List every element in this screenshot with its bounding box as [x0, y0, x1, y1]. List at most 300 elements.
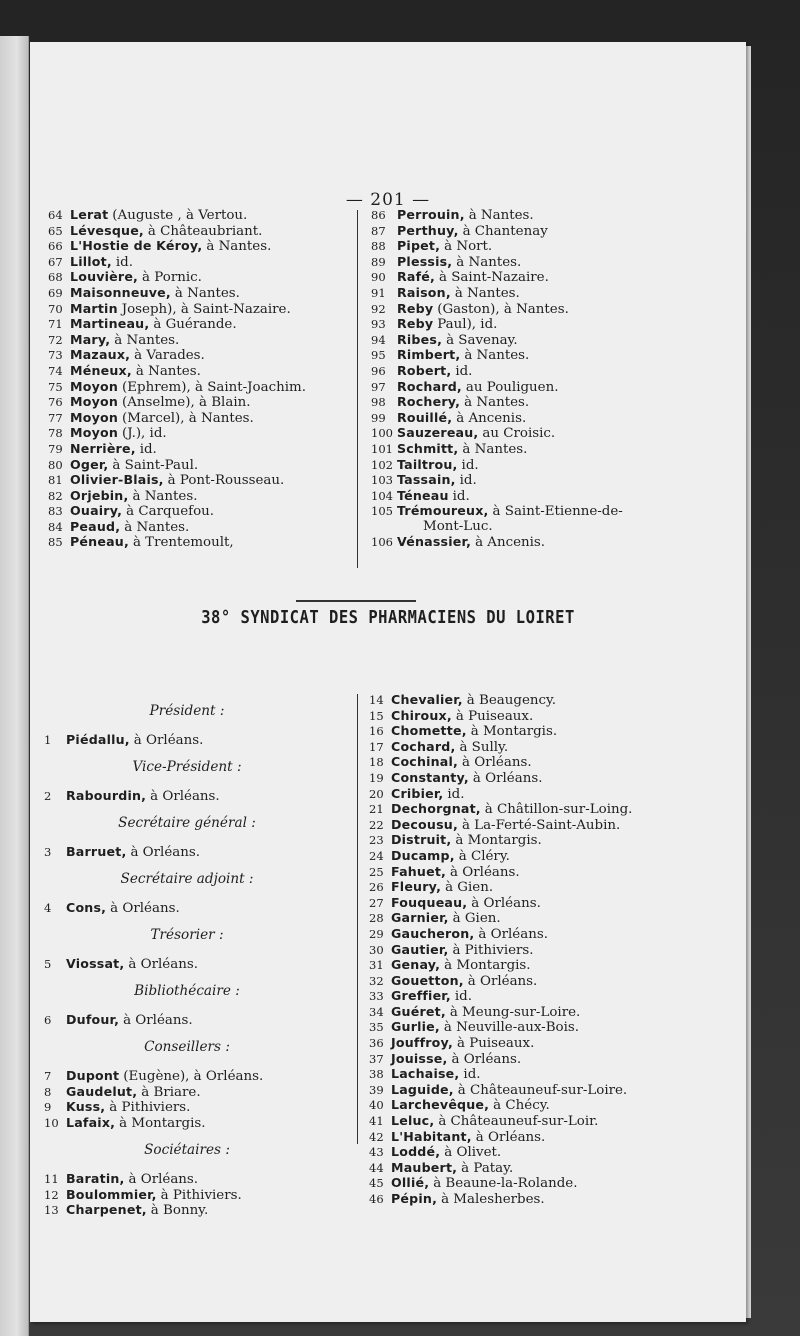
upper-right-list	[371, 207, 743, 550]
entry-number: 100	[371, 426, 393, 441]
member-entry	[371, 332, 743, 348]
member-entry	[48, 254, 368, 270]
entry-name: Cons,	[66, 900, 107, 916]
entry-location: à Gien.	[452, 911, 501, 927]
entry-name: Tassain,	[397, 472, 456, 488]
entry-location: (J.), id.	[122, 426, 167, 442]
entry-number: 8	[44, 1084, 52, 1099]
entry-location: à Savenay.	[446, 332, 518, 348]
entry-location: id.	[139, 441, 157, 457]
entry-location: id.	[115, 254, 133, 270]
entry-number: 85	[48, 535, 63, 550]
entry-name: Gouetton,	[391, 972, 464, 988]
entry-name: Orjebin,	[70, 487, 129, 503]
entry-name: Tailtrou,	[397, 456, 458, 472]
member-entry	[369, 723, 741, 739]
member-entry	[48, 363, 368, 379]
entry-name: Constanty,	[391, 769, 469, 785]
member-entry	[371, 457, 743, 473]
member-entry	[369, 770, 741, 786]
entry-name: Trémoureux,	[397, 503, 489, 519]
entry-location: à Beaune-la-Rolande.	[433, 1176, 578, 1192]
member-entry	[371, 254, 743, 270]
book-page	[30, 42, 746, 1322]
member-entry	[48, 488, 368, 504]
member-entry	[369, 1019, 741, 1035]
member-entry	[371, 316, 743, 332]
member-entry	[369, 1160, 741, 1176]
entry-number: 18	[369, 755, 384, 770]
entry-location: à Orléans.	[475, 1129, 546, 1145]
entry-location: à Nantes.	[468, 208, 534, 223]
entry-location: (Gaston), à Nantes.	[437, 301, 569, 317]
entry-number: 27	[369, 895, 384, 910]
entry-name: Pépin,	[391, 1191, 438, 1206]
entry-number: 92	[371, 301, 386, 316]
entry-number: 72	[48, 332, 63, 347]
entry-location: à Ancenis.	[475, 535, 546, 551]
lower-right-list	[369, 692, 741, 1207]
entry-number: 86	[371, 208, 386, 222]
office-label: Secrétaire adjoint :	[120, 871, 254, 888]
entry-location: id.	[454, 989, 472, 1005]
entry-location: au Pouliguen.	[465, 379, 559, 395]
member-entry	[369, 1175, 741, 1191]
member-entry	[44, 1187, 344, 1203]
member-entry	[371, 223, 743, 239]
entry-location: à Orléans.	[451, 1051, 522, 1067]
entry-number: 106	[371, 535, 393, 550]
entry-name: Jouisse,	[391, 1050, 448, 1066]
member-entry	[371, 238, 743, 254]
entry-name: L'Hostie de Kéroy,	[70, 238, 203, 254]
entry-number: 22	[369, 817, 384, 832]
entry-name: Moyon	[70, 425, 119, 441]
entry-location: (Anselme), à Blain.	[122, 395, 251, 411]
entry-location: Mont-Luc.	[423, 518, 493, 534]
entry-number: 37	[369, 1051, 384, 1066]
entry-location: à Trentemoult,	[132, 535, 234, 551]
entry-number: 89	[371, 254, 386, 269]
entry-location: à Nantes.	[464, 348, 530, 364]
entry-location: à Nantes.	[456, 254, 522, 270]
entry-location: à Nantes.	[462, 441, 528, 457]
member-entry	[48, 410, 368, 426]
entry-location: à Nort.	[444, 239, 493, 255]
member-entry	[48, 316, 368, 332]
member-entry	[369, 692, 741, 708]
entry-number: 101	[371, 441, 393, 456]
entry-number: 64	[48, 208, 63, 222]
entry-location: à Meung-sur-Loire.	[449, 1004, 581, 1020]
member-entry	[369, 708, 741, 724]
entry-name: Moyon	[70, 378, 119, 394]
upper-left-list	[48, 207, 368, 550]
entry-location: à Montargis.	[119, 1115, 206, 1131]
entry-name: Ducamp,	[391, 847, 455, 863]
member-entry	[44, 732, 344, 748]
entry-number: 15	[369, 708, 384, 723]
entry-name: Laguide,	[391, 1081, 454, 1097]
entry-location: Joseph), à Saint-Nazaire.	[121, 301, 291, 317]
entry-name: Olivier-Blais,	[70, 472, 164, 488]
office-label: Conseillers :	[144, 1039, 230, 1056]
member-entry	[44, 1012, 344, 1028]
member-entry	[371, 472, 743, 488]
entry-number: 68	[48, 270, 63, 285]
entry-number: 77	[48, 410, 63, 425]
entry-name: Gurlie,	[391, 1019, 440, 1035]
entry-number: 16	[369, 724, 384, 739]
office-label: Vice-Président :	[132, 759, 242, 776]
entry-name: Reby	[397, 316, 434, 332]
entry-name: Dufour,	[66, 1012, 120, 1028]
entry-name: Péneau,	[70, 534, 129, 550]
entry-number: 31	[369, 958, 384, 973]
entry-location: à Orléans.	[472, 770, 543, 786]
member-entry	[48, 347, 368, 363]
member-entry	[48, 301, 368, 317]
member-entry	[369, 801, 741, 817]
entry-name: Loddé,	[391, 1144, 441, 1160]
entry-name: Martin	[70, 300, 118, 316]
entry-number: 20	[369, 786, 384, 801]
entry-number: 70	[48, 301, 63, 316]
entry-location: à Orléans.	[128, 957, 198, 973]
office-label: Secrétaire général :	[118, 815, 256, 832]
member-entry	[48, 379, 368, 395]
entry-number: 10	[44, 1115, 59, 1130]
entry-location: à Orléans.	[467, 973, 538, 989]
entry-location: à Patay.	[461, 1160, 514, 1176]
member-entry	[369, 879, 741, 895]
entry-location: à Olivet.	[444, 1145, 502, 1161]
entry-number: 105	[371, 504, 393, 519]
member-entry	[44, 956, 344, 972]
entry-name: Schmitt,	[397, 440, 459, 456]
entry-location: à Neuville-aux-Bois.	[443, 1020, 580, 1036]
entry-location: à Guérande.	[153, 317, 237, 333]
entry-location: à Ancenis.	[456, 410, 527, 426]
member-entry	[48, 503, 368, 519]
member-entry	[371, 285, 743, 301]
member-entry	[44, 1099, 344, 1115]
member-entry	[371, 441, 743, 457]
entry-number: 39	[369, 1082, 384, 1097]
entry-number: 96	[371, 363, 386, 378]
entry-name: Dupont	[66, 1068, 120, 1084]
member-entry	[44, 1115, 344, 1131]
member-entry	[48, 269, 368, 285]
entry-number: 69	[48, 285, 63, 300]
entry-name: L'Habitant,	[391, 1128, 472, 1144]
entry-location: à Sully.	[459, 739, 509, 755]
entry-number: 6	[44, 1013, 52, 1028]
entry-location: à Cléry.	[458, 848, 510, 864]
member-entry	[369, 1191, 741, 1207]
member-entry	[44, 1084, 344, 1100]
entry-name: Maubert,	[391, 1159, 458, 1175]
entry-number: 104	[371, 488, 393, 503]
entry-location: (Eugène), à Orléans.	[123, 1069, 264, 1085]
entry-name: Boulommier,	[66, 1186, 157, 1202]
entry-name: Gaudelut,	[66, 1083, 138, 1099]
entry-location: (Auguste , à Vertou.	[112, 208, 248, 223]
entry-name: Rochard,	[397, 378, 462, 394]
entry-location: Paul), id.	[437, 317, 498, 333]
member-entry	[369, 942, 741, 958]
entry-name: Lafaix,	[66, 1114, 116, 1130]
entry-number: 45	[369, 1176, 384, 1191]
member-entry	[369, 739, 741, 755]
entry-name: Distruit,	[391, 832, 452, 848]
member-entry	[369, 910, 741, 926]
entry-number: 33	[369, 989, 384, 1004]
entry-location: id.	[455, 363, 473, 379]
entry-name: Rochery,	[397, 394, 461, 410]
entry-name: Chomette,	[391, 723, 467, 739]
entry-name: Guéret,	[391, 1003, 446, 1019]
entry-number: 1	[44, 733, 52, 748]
spacer	[44, 1000, 344, 1012]
entry-number: 73	[48, 348, 63, 363]
entry-number: 4	[44, 901, 52, 916]
entry-name: Lerat	[70, 207, 109, 222]
entry-location: à Chécy.	[493, 1098, 550, 1114]
column-divider-upper	[357, 210, 358, 568]
member-entry	[371, 379, 743, 395]
entry-location: à Orléans.	[110, 901, 180, 917]
member-entry	[48, 285, 368, 301]
entry-location: à Beaugency.	[466, 693, 557, 708]
spacer	[44, 720, 344, 732]
office-label: Bibliothécaire :	[134, 983, 240, 1000]
entry-location: à Chantenay	[462, 223, 548, 239]
entry-name: Cribier,	[391, 785, 444, 801]
office-label: Président :	[149, 703, 225, 720]
entry-number: 43	[369, 1145, 384, 1160]
member-entry	[369, 1144, 741, 1160]
entry-location: à Carquefou.	[126, 504, 215, 520]
office-label: Sociétaires :	[144, 1141, 230, 1158]
member-entry	[48, 238, 368, 254]
entry-number: 17	[369, 739, 384, 754]
entry-name: Cochinal,	[391, 754, 459, 770]
entry-number: 11	[44, 1171, 59, 1186]
entry-name: Fleury,	[391, 879, 442, 895]
member-entry	[369, 864, 741, 880]
spacer	[44, 776, 344, 788]
entry-location: à Orléans.	[478, 926, 548, 942]
spacer	[44, 832, 344, 844]
entry-name: Baratin,	[66, 1170, 125, 1186]
entry-name: Chevalier,	[391, 692, 463, 707]
member-entry	[44, 1202, 344, 1218]
entry-location: à Nantes.	[132, 488, 198, 504]
entry-name: Mary,	[70, 331, 111, 347]
entry-number: 82	[48, 488, 63, 503]
entry-location: id.	[452, 488, 470, 504]
office-label: Trésorier :	[150, 927, 224, 944]
entry-location: à Montargis.	[470, 724, 558, 740]
member-entry	[371, 301, 743, 317]
member-entry	[371, 425, 743, 441]
entry-name: Jouffroy,	[391, 1035, 453, 1051]
entry-number: 98	[371, 395, 386, 410]
entry-number: 78	[48, 426, 63, 441]
entry-name: Cochard,	[391, 738, 456, 754]
entry-location: à Orléans.	[130, 845, 200, 861]
entry-number: 75	[48, 379, 63, 394]
entry-number: 42	[369, 1129, 384, 1144]
entry-name: Rabourdin,	[66, 788, 147, 804]
entry-number: 83	[48, 504, 63, 519]
entry-name: Perrouin,	[397, 207, 465, 222]
member-entry	[369, 848, 741, 864]
entry-location: à Nantes.	[454, 285, 520, 301]
entry-number: 95	[371, 348, 386, 363]
entry-location: à Orléans.	[450, 864, 520, 880]
spacer	[44, 944, 344, 956]
entry-name: Rimbert,	[397, 347, 461, 363]
entry-location: au Croisic.	[482, 426, 556, 442]
entry-location: à Puiseaux.	[455, 708, 534, 724]
member-entry	[369, 1097, 741, 1113]
member-entry	[48, 332, 368, 348]
entry-name: Moyon	[70, 394, 119, 410]
entry-location: à Nantes.	[206, 239, 272, 255]
member-entry	[369, 1113, 741, 1129]
member-entry	[369, 754, 741, 770]
entry-name: Dechorgnat,	[391, 801, 481, 817]
entry-number: 24	[369, 848, 384, 863]
member-entry	[371, 394, 743, 410]
entry-location: (Ephrem), à Saint-Joachim.	[122, 379, 306, 395]
entry-location: à Saint-Paul.	[112, 457, 199, 473]
entry-number: 102	[371, 457, 393, 472]
entry-name: Piédallu,	[66, 732, 130, 748]
entry-location: à Puiseaux.	[456, 1036, 535, 1052]
entry-name: Ouairy,	[70, 503, 123, 519]
member-entry	[48, 441, 368, 457]
entry-name: Téneau	[397, 487, 449, 503]
entry-number: 65	[48, 223, 63, 238]
entry-number: 97	[371, 379, 386, 394]
section-title: 38° SYNDICAT DES PHARMACIENS DU LOIRET	[201, 606, 575, 628]
entry-number: 30	[369, 942, 384, 957]
entry-location: à Pithiviers.	[109, 1100, 191, 1116]
entry-number: 13	[44, 1203, 59, 1218]
entry-name: Fahuet,	[391, 863, 447, 879]
entry-number: 12	[44, 1187, 59, 1202]
entry-location: à Nantes.	[174, 285, 240, 301]
entry-number: 99	[371, 410, 386, 425]
entry-location: à Bonny.	[150, 1203, 209, 1219]
member-entry	[369, 1004, 741, 1020]
member-entry	[48, 519, 368, 535]
entry-number: 35	[369, 1020, 384, 1035]
entry-location: à Orléans.	[128, 1171, 199, 1187]
entry-number: 21	[369, 802, 384, 817]
entry-location: à Nantes.	[114, 332, 180, 348]
member-entry	[369, 832, 741, 848]
entry-name: Méneux,	[70, 362, 132, 378]
entry-location: à Pithiviers.	[160, 1187, 242, 1203]
entry-location: à Malesherbes.	[441, 1192, 545, 1207]
entry-number: 7	[44, 1069, 52, 1084]
entry-number: 67	[48, 254, 63, 269]
spacer	[44, 1159, 344, 1171]
entry-number: 5	[44, 957, 52, 972]
member-entry	[369, 1066, 741, 1082]
entry-number: 19	[369, 770, 384, 785]
entry-name: Larchevêque,	[391, 1097, 490, 1113]
entry-number: 25	[369, 864, 384, 879]
entry-name: Genay,	[391, 957, 441, 973]
entry-location: à Varades.	[134, 348, 205, 364]
entry-number: 91	[371, 285, 386, 300]
entry-location: à Montargis.	[455, 833, 542, 849]
entry-name: Leluc,	[391, 1113, 435, 1129]
entry-number: 2	[44, 789, 52, 804]
member-entry	[48, 223, 368, 239]
entry-number: 38	[369, 1067, 384, 1082]
entry-name: Pipet,	[397, 238, 441, 254]
entry-number: 40	[369, 1098, 384, 1113]
member-entry	[371, 207, 743, 223]
entry-location: à Saint-Etienne-de-	[492, 504, 623, 520]
entry-number: 84	[48, 519, 63, 534]
member-entry	[44, 1068, 344, 1084]
member-entry	[369, 817, 741, 833]
member-entry	[371, 519, 743, 535]
entry-location: à Gien.	[445, 880, 494, 896]
entry-name: Reby	[397, 300, 434, 316]
entry-location: à Briare.	[141, 1084, 201, 1100]
entry-number: 41	[369, 1114, 384, 1129]
entry-number: 93	[371, 317, 386, 332]
entry-number: 79	[48, 441, 63, 456]
spacer	[44, 1056, 344, 1068]
entry-name: Lillot,	[70, 253, 112, 269]
entry-name: Vénassier,	[397, 534, 472, 550]
entry-location: à Châteauneuf-sur-Loire.	[457, 1082, 628, 1098]
member-entry	[369, 1051, 741, 1067]
member-entry	[371, 363, 743, 379]
member-entry	[48, 457, 368, 473]
entry-name: Ribes,	[397, 331, 443, 347]
member-entry	[44, 1171, 344, 1187]
entry-name: Charpenet,	[66, 1202, 147, 1218]
member-entry	[369, 895, 741, 911]
entry-name: Viossat,	[66, 956, 125, 972]
member-entry	[371, 347, 743, 363]
entry-number: 28	[369, 911, 384, 926]
entry-number: 80	[48, 457, 63, 472]
entry-location: à Montargis.	[444, 958, 531, 974]
entry-name: Gautier,	[391, 941, 449, 957]
entry-location: à Orléans.	[123, 1013, 193, 1029]
entry-location: id.	[459, 473, 477, 489]
entry-number: 87	[371, 223, 386, 238]
entry-number: 29	[369, 926, 384, 941]
member-entry	[371, 488, 743, 504]
entry-name: Louvière,	[70, 269, 139, 285]
entry-name: Peaud,	[70, 518, 121, 534]
column-divider-lower	[357, 694, 358, 1144]
entry-number: 14	[369, 693, 384, 707]
entry-location: id.	[447, 786, 465, 802]
